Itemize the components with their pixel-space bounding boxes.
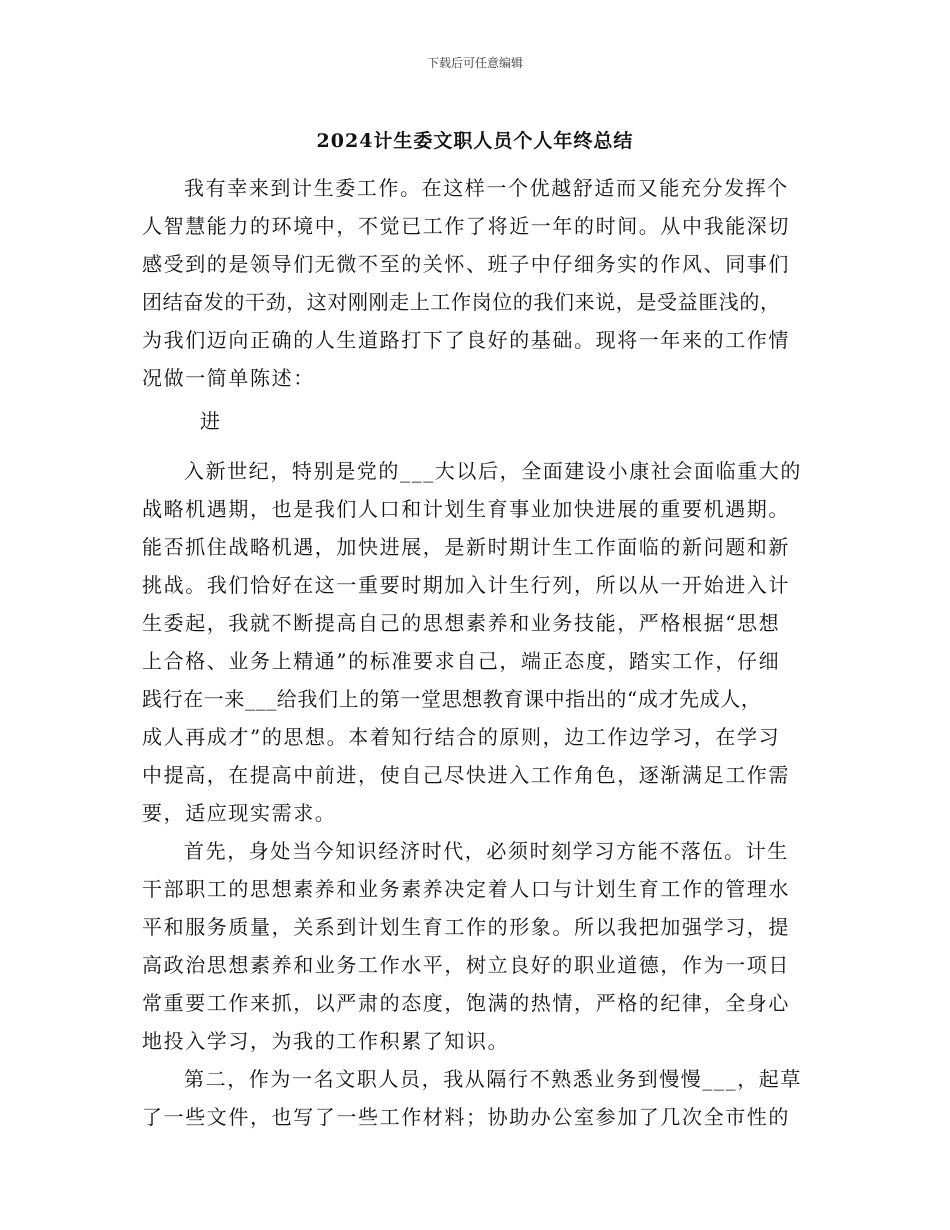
paragraph-line: 生委起，我就不断提高自己的思想素养和业务技能，严格根据“思想: [142, 611, 781, 635]
paragraph-line: 团结奋发的干劲，这对刚刚走上工作岗位的我们来说，是受益匪浅的，: [142, 290, 781, 314]
header-note: 下载后可任意编辑: [426, 56, 523, 70]
paragraph-line: 成人再成才”的思想。本着知行结合的原则，边工作边学习，在学习: [142, 725, 781, 749]
paragraph-line: 践行在一来___给我们上的第一堂思想教育课中指出的“成才先成人，: [142, 687, 762, 711]
paragraph-line: 干部职工的思想素养和业务素养决定着人口与计划生育工作的管理水: [142, 877, 790, 901]
document-title: 2024计生委文职人员个人年终总结: [316, 130, 634, 152]
paragraph-line: 况做一简单陈述：: [142, 366, 315, 390]
paragraph-line: 中提高，在提高中前进，使自己尽快进入工作角色，逐渐满足工作需: [142, 763, 790, 787]
paragraph-line: 人智慧能力的环境中，不觉已工作了将近一年的时间。从中我能深切: [142, 214, 790, 238]
paragraph-line: 感受到的是领导们无微不至的关怀、班子中仔细务实的作风、同事们: [142, 252, 790, 276]
paragraph-line: 首先，身处当今知识经济时代，必须时刻学习方能不落伍。计生: [184, 839, 789, 863]
paragraph-line: 能否抓住战略机遇，加快进展，是新时期计生工作面临的新问题和新: [142, 535, 790, 559]
section-heading: 进: [200, 409, 220, 433]
paragraph-line: 了一些文件，也写了一些工作材料；协助办公室参加了几次全市性的: [142, 1105, 790, 1129]
paragraph-line: 第二，作为一名文职人员，我从隔行不熟悉业务到慢慢___，起草: [184, 1067, 802, 1091]
paragraph-line: 平和服务质量，关系到计划生育工作的形象。所以我把加强学习，提: [142, 915, 790, 939]
paragraph-line: 高政治思想素养和业务工作水平，树立良好的职业道德，作为一项日: [142, 953, 790, 977]
paragraph-line: 战略机遇期，也是我们人口和计划生育事业加快进展的重要机遇期。: [142, 497, 790, 521]
paragraph-line: 常重要工作来抓，以严肃的态度，饱满的热情，严格的纪律，全身心: [142, 991, 790, 1015]
paragraph-line: 地投入学习，为我的工作积累了知识。: [142, 1029, 510, 1053]
paragraph-line: 入新世纪，特别是党的___大以后，全面建设小康社会面临重大的: [184, 459, 802, 483]
paragraph-line: 为我们迈向正确的人生道路打下了良好的基础。现将一年来的工作情: [142, 328, 790, 352]
paragraph-line: 上合格、业务上精通”的标准要求自己，端正态度，踏实工作，仔细: [142, 649, 781, 673]
paragraph-line: 要，适应现实需求。: [142, 801, 337, 825]
paragraph-line: 我有幸来到计生委工作。在这样一个优越舒适而又能充分发挥个: [184, 176, 789, 200]
paragraph-line: 挑战。我们恰好在这一重要时期加入计生行列，所以从一开始进入计: [142, 573, 790, 597]
